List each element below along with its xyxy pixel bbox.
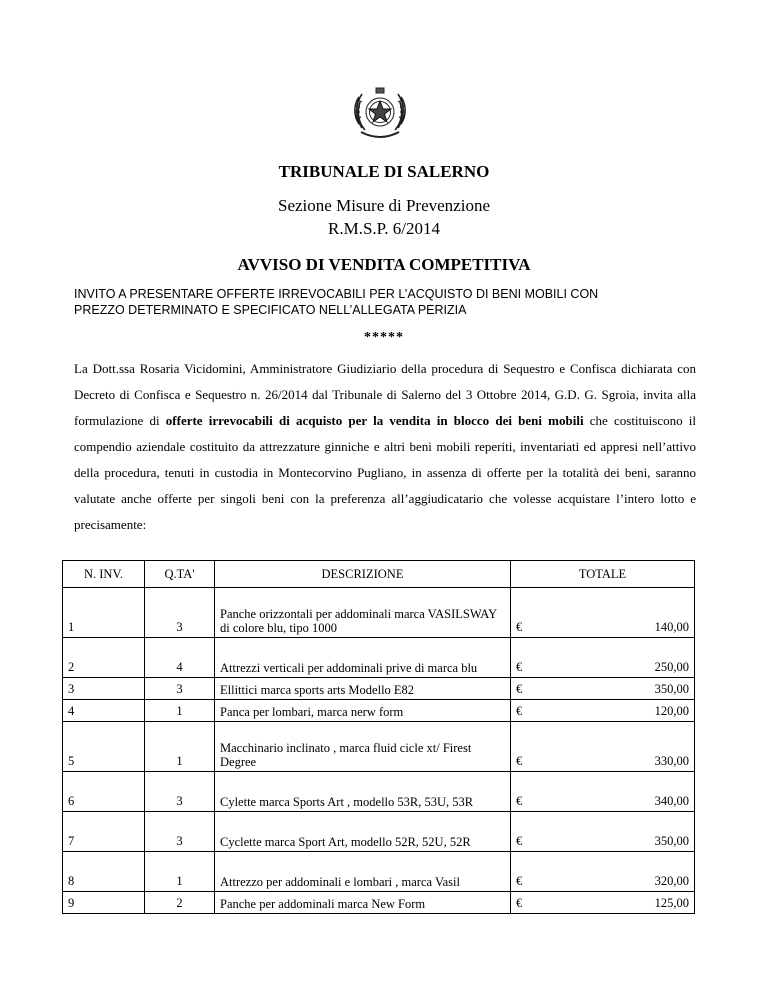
cell-inv: 2 (63, 638, 145, 678)
table-row (63, 892, 695, 914)
cell-total: 350,00 (539, 812, 695, 852)
table-row (63, 722, 695, 772)
cell-currency: € (511, 892, 539, 914)
invitation-text (74, 286, 694, 318)
cell-qty: 1 (145, 722, 215, 772)
case-number: R.M.S.P. 6/2014 (328, 219, 440, 238)
cell-qty: 4 (145, 638, 215, 678)
cell-qty: 1 (145, 852, 215, 892)
body-part-2: che costituiscono il compendio aziendale costituito da attrezzature ginniche e altri beni mobili reperiti, inventariati ed appresi nell’attivo della procedura, tenuti in custodia in Montecorvino Pugliano, in assenza di offerte per la totalità dei beni, saranno valutate anche offerte per singoli beni con la preferenza all’aggiudicatario che volesse acquistare l’intero lotto e precisamente: (74, 413, 696, 532)
table-row (63, 772, 695, 812)
cell-inv: 3 (63, 678, 145, 700)
cell-inv: 9 (63, 892, 145, 914)
cell-qty: 3 (145, 678, 215, 700)
header-inv: N. INV. (63, 561, 145, 588)
separator: ***** (364, 330, 404, 345)
notice-body (74, 356, 696, 538)
cell-total: 250,00 (539, 638, 695, 678)
notice-title: AVVISO DI VENDITA COMPETITIVA (237, 255, 531, 274)
cell-desc: Cyclette marca Sport Art, modello 52R, 52U, 52R (215, 812, 511, 852)
cell-desc: Panche per addominali marca New Form (215, 892, 511, 914)
table-row (63, 812, 695, 852)
invitation-line-1: INVITO A PRESENTARE OFFERTE IRREVOCABILI PER L’ACQUISTO DI BENI MOBILI CON (74, 287, 599, 301)
cell-inv: 8 (63, 852, 145, 892)
cell-total: 125,00 (539, 892, 695, 914)
body-part-1: La Dott.ssa Rosaria Vicidomini, Amministratore Giudiziario della procedura di Sequestro e Confisca dichiarata con Decreto di Confisca e Sequestro n. 26/2014 dal Tribunale di Salerno del 3 Ottobre 2014, G.D. G. Sgroia, invita alla formulazione di (74, 361, 696, 428)
cell-qty: 3 (145, 772, 215, 812)
table-row (63, 588, 695, 638)
cell-desc: Cylette marca Sports Art , modello 53R, 53U, 53R (215, 772, 511, 812)
cell-currency: € (511, 678, 539, 700)
cell-total: 330,00 (539, 722, 695, 772)
cell-total: 320,00 (539, 852, 695, 892)
cell-qty: 3 (145, 812, 215, 852)
cell-total: 340,00 (539, 772, 695, 812)
cell-qty: 2 (145, 892, 215, 914)
cell-currency: € (511, 772, 539, 812)
table-row (63, 638, 695, 678)
table-row (63, 678, 695, 700)
invitation-line-2: PREZZO DETERMINATO E SPECIFICATO NELL’ALLEGATA PERIZIA (74, 303, 467, 317)
cell-currency: € (511, 638, 539, 678)
cell-currency: € (511, 812, 539, 852)
cell-desc: Panca per lombari, marca nerw form (215, 700, 511, 722)
cell-desc: Macchinario inclinato , marca fluid cicle xt/ Firest Degree (215, 722, 511, 772)
header-total: TOTALE (511, 561, 695, 588)
cell-currency: € (511, 700, 539, 722)
court-section: Sezione Misure di Prevenzione (278, 196, 490, 215)
cell-desc: Attrezzi verticali per addominali prive di marca blu (215, 638, 511, 678)
cell-desc: Panche orizzontali per addominali marca VASILSWAY di colore blu, tipo 1000 (215, 588, 511, 638)
header-qty: Q.TA' (145, 561, 215, 588)
cell-desc: Attrezzo per addominali e lombari , marca Vasil (215, 852, 511, 892)
cell-currency: € (511, 588, 539, 638)
cell-inv: 1 (63, 588, 145, 638)
cell-inv: 4 (63, 700, 145, 722)
court-name: TRIBUNALE DI SALERNO (278, 162, 490, 181)
cell-currency: € (511, 852, 539, 892)
table-row (63, 852, 695, 892)
table-header-row (63, 561, 695, 588)
body-bold: offerte irrevocabili di acquisto per la vendita in blocco dei beni mobili (165, 413, 584, 428)
cell-qty: 3 (145, 588, 215, 638)
table-row (63, 700, 695, 722)
items-table (62, 560, 695, 914)
cell-inv: 5 (63, 722, 145, 772)
cell-desc: Ellittici marca sports arts Modello E82 (215, 678, 511, 700)
cell-total: 350,00 (539, 678, 695, 700)
cell-total: 120,00 (539, 700, 695, 722)
cell-inv: 6 (63, 772, 145, 812)
cell-qty: 1 (145, 700, 215, 722)
cell-inv: 7 (63, 812, 145, 852)
italian-republic-emblem-icon (349, 84, 411, 146)
header-desc: DESCRIZIONE (215, 561, 511, 588)
cell-total: 140,00 (539, 588, 695, 638)
cell-currency: € (511, 722, 539, 772)
